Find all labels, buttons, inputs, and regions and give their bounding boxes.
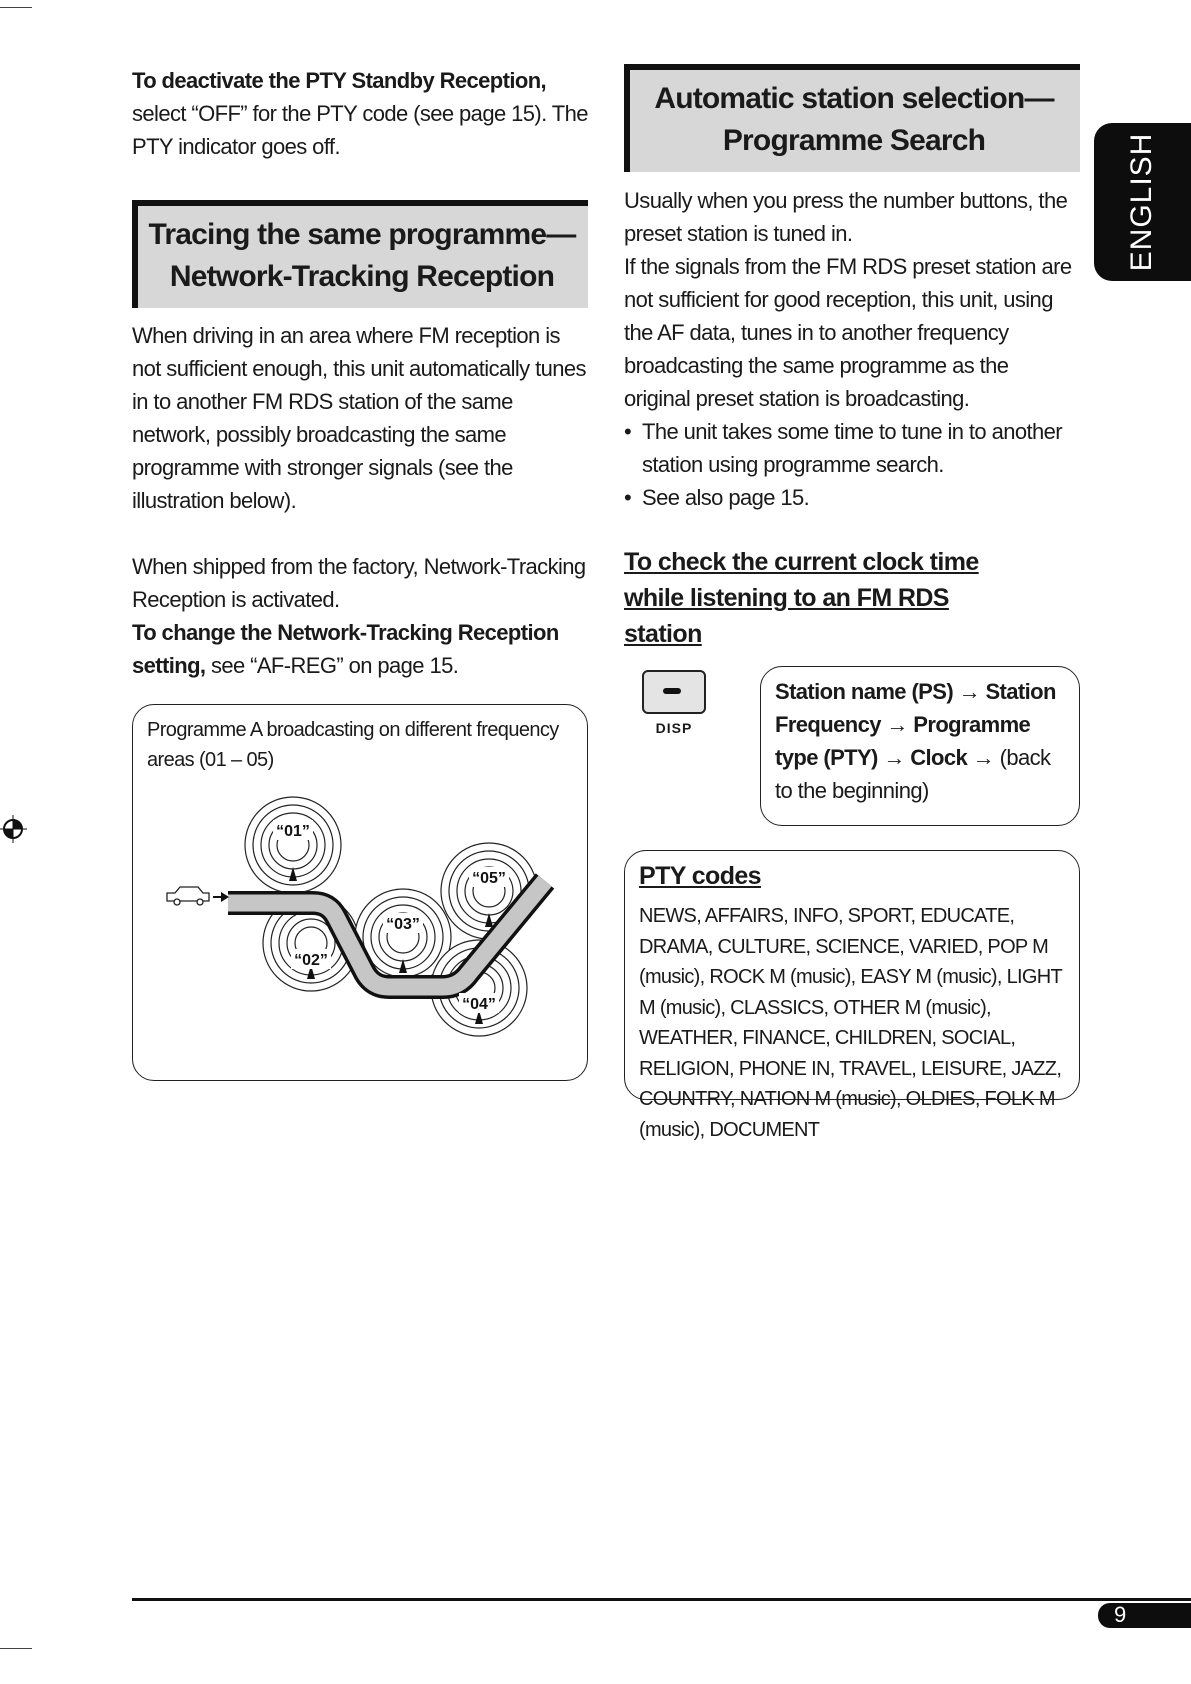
- seq-arrow-icon: →: [972, 745, 995, 770]
- seq-arrow-icon: →: [883, 745, 905, 770]
- auto-bullet-2: • See also page 15.: [624, 481, 1080, 514]
- disp-button-dash: [663, 688, 681, 694]
- seq-programme-type: Programme type (PTY): [775, 712, 1031, 770]
- tracing-paragraph: When driving in an area where FM reception is not sufficient enough, this unit automatically tunes in to another FM RDS station of the same network, possibly broadcasting the same programme with stronger signals (see the illustration below).: [132, 323, 586, 513]
- auto-paragraph-2: If the signals from the FM RDS preset station are not sufficient for good reception, this unit, using the AF data, tunes in to another frequency broadcasting the same programme as the original preset station is broadcasting.: [624, 254, 1072, 411]
- auto-heading: [624, 64, 1080, 172]
- language-tab: [1094, 123, 1191, 281]
- footer-rule: [132, 1598, 1191, 1601]
- car-icon: [167, 887, 209, 905]
- auto-heading-line1: Automatic station selection—: [654, 82, 1054, 115]
- area-label-01: “01”: [276, 823, 310, 840]
- tracing-heading-line1: Tracing the same programme—: [148, 218, 576, 251]
- area-label-04: “04”: [462, 996, 496, 1013]
- crop-mark: [0, 1648, 32, 1649]
- disp-button[interactable]: [642, 670, 706, 742]
- auto-heading-line2: Programme Search: [722, 124, 986, 157]
- page-number: 9: [1114, 1602, 1127, 1627]
- seq-arrow-icon: →: [958, 679, 980, 704]
- disp-button-body: [642, 670, 706, 714]
- network-tracking-diagram: [133, 705, 589, 1082]
- area-label-03: “03”: [386, 916, 420, 933]
- clock-heading: To check the current clock time while listening to an FM RDS station: [624, 548, 979, 648]
- language-tab-label: ENGLISH: [1125, 132, 1158, 272]
- pty-codes-title: PTY codes: [639, 862, 761, 890]
- illustration-panel: [132, 704, 588, 1081]
- area-label-05: “05”: [472, 870, 506, 887]
- seq-station-frequency: Station Frequency: [775, 679, 1056, 737]
- page-number-tab: [1098, 1603, 1191, 1628]
- crop-mark: [0, 7, 32, 8]
- seq-clock: Clock: [910, 745, 968, 770]
- clock-section: [624, 666, 1080, 826]
- illustration-caption: Programme A broadcasting on different frequency areas (01 – 05): [147, 719, 559, 771]
- change-setting-text: see “AF-REG” on page 15.: [205, 653, 459, 678]
- tracing-heading: [132, 200, 588, 308]
- clock-sequence: [775, 675, 1067, 807]
- auto-paragraph-1: Usually when you press the number buttons, the preset station is tuned in.: [624, 188, 1068, 246]
- right-column: [624, 64, 1080, 1141]
- area-label-02: “02”: [294, 952, 328, 969]
- change-setting-lead: To change the Network-Tracking Reception setting,: [132, 620, 559, 678]
- factory-paragraph: When shipped from the factory, Network-Tracking Reception is activated.: [132, 554, 586, 612]
- left-column: [132, 64, 588, 1081]
- seq-back-to-beginning: (back to the beginning): [775, 745, 1051, 803]
- disp-button-label: DISP: [655, 720, 693, 736]
- pty-codes-panel: [624, 850, 1080, 1141]
- pty-standby-lead: To deactivate the PTY Standby Reception,: [132, 68, 547, 93]
- pty-codes-list: NEWS, AFFAIRS, INFO, SPORT, EDUCATE, DRAMA, CULTURE, SCIENCE, VARIED, POP M (music), ROCK M (music), EASY M (music), LIGHT M (music), CLASSICS, OTHER M (music), WEATHER, FINANCE, CHILDREN, SOCIAL, RELIGION, PHONE IN, TRAVEL, LEISURE, JAZZ, COUNTRY, NATION M (music), OLDIES, FOLK M (music), DOCUMENT: [639, 905, 1062, 1141]
- pty-standby-paragraph: [132, 64, 588, 165]
- seq-station-name: Station name (PS): [775, 679, 954, 704]
- seq-arrow-icon: →: [886, 712, 908, 737]
- auto-bullets: [624, 415, 1080, 514]
- change-setting-paragraph: [132, 616, 588, 682]
- registration-mark-icon: [0, 815, 28, 843]
- clock-sequence-panel: [760, 666, 1080, 826]
- auto-bullet-1: • The unit takes some time to tune in to another station using programme search.: [624, 415, 1080, 481]
- pty-standby-text: select “OFF” for the PTY code (see page 15). The PTY indicator goes off.: [132, 101, 588, 159]
- tracing-heading-line2: Network-Tracking Reception: [169, 260, 555, 293]
